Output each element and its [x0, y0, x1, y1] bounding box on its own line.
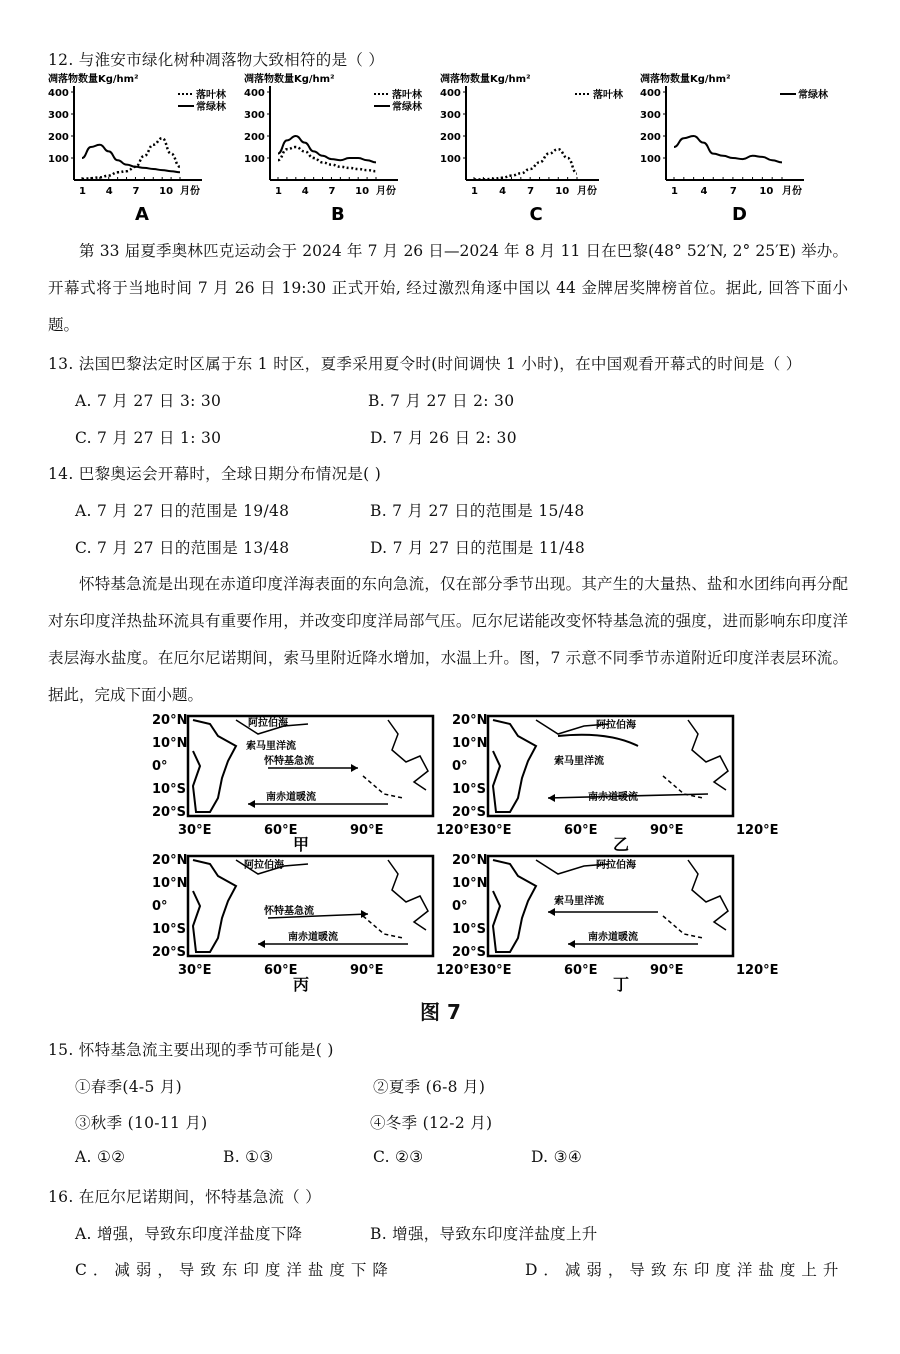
latitude-label: 10°S — [452, 922, 486, 937]
latitude-label: 0° — [452, 899, 468, 914]
q16-stem: 16. 在厄尔尼诺期间，怀特基急流（ ） — [48, 1188, 322, 1206]
legend-label: 常绿林 — [798, 90, 828, 101]
x-axis-unit: 月份 — [577, 186, 597, 197]
q15-option-c[interactable]: C. ②③ — [373, 1148, 424, 1166]
map-panel-label: 丁 — [613, 975, 630, 994]
q15-item-3: ③秋季 (10-11 月) — [75, 1114, 208, 1132]
sumatra-coastline — [663, 916, 703, 938]
africa-coastline — [193, 860, 236, 952]
southeast-asia-coastline — [688, 860, 728, 930]
series-evergreen-line — [278, 136, 376, 162]
y-tick-label: 100 — [440, 154, 461, 165]
x-tick-label: 10 — [159, 186, 174, 197]
legend-label: 落叶林 — [196, 90, 226, 101]
map-panel-label: 乙 — [613, 835, 630, 854]
longitude-label: 30°E — [478, 823, 512, 838]
longitude-label: 30°E — [178, 963, 212, 978]
somali-current-arrow-head — [548, 908, 555, 916]
map-panel — [452, 853, 779, 994]
latitude-label: 20°N — [152, 713, 188, 728]
y-axis-label: 凋落物数量Kg/hm² — [440, 74, 531, 85]
chart-panel-label: B — [331, 204, 345, 225]
y-axis-label: 凋落物数量Kg/hm² — [244, 74, 335, 85]
map-text-label: 索马里洋流 — [554, 756, 604, 767]
africa-coastline — [493, 720, 536, 812]
figure-7-maps — [150, 708, 779, 994]
longitude-label: 120°E — [436, 963, 479, 978]
y-tick-label: 200 — [640, 132, 661, 143]
longitude-label: 60°E — [564, 963, 598, 978]
legend-label: 常绿林 — [392, 102, 422, 113]
latitude-label: 10°S — [452, 782, 486, 797]
y-tick-label: 200 — [244, 132, 265, 143]
y-tick-label: 100 — [640, 154, 661, 165]
wyrtki-passage: 怀特基急流是出现在赤道印度洋海表面的东向急流，仅在部分季节出现。其产生的大量热、盐和水团纬向再分配对东印度洋热盐环流具有重要作用，并改变印度洋局部气压。厄尔尼诺能改变怀特基急流的强度，进而影响东印度洋表层海水盐度。在厄尔尼诺期间，索马里附近降水增加，水温上升。图，7 示意不同季节赤道附近印度洋表层环流。据此，完成下面小题。 — [48, 575, 848, 704]
latitude-label: 20°S — [452, 805, 486, 820]
q16-option-a[interactable]: A. 增强，导致东印度洋盐度下降 — [75, 1225, 303, 1243]
longitude-label: 120°E — [736, 963, 779, 978]
q15-option-a[interactable]: A. ①② — [75, 1148, 126, 1166]
chart-c — [438, 72, 633, 225]
y-tick-label: 200 — [440, 132, 461, 143]
map-panel-label: 甲 — [293, 835, 310, 854]
chart-svg — [638, 72, 838, 225]
legend-label: 落叶林 — [392, 90, 422, 101]
map-text-label: 南赤道暖流 — [588, 792, 638, 803]
y-tick-label: 300 — [48, 110, 69, 121]
chart-panel-label: A — [135, 204, 149, 225]
q16-option-d[interactable]: D．减弱，导致东印度洋盐度上升 — [525, 1261, 845, 1279]
y-tick-label: 400 — [640, 88, 661, 99]
x-tick-label: 10 — [555, 186, 570, 197]
south-equatorial-current-arrow-head — [258, 940, 265, 948]
q14-option-a[interactable]: A. 7 月 27 日的范围是 19/48 — [75, 502, 290, 520]
chart-d — [638, 72, 838, 225]
x-tick-label: 7 — [328, 186, 336, 197]
map-panel — [152, 853, 479, 994]
south-equatorial-current-arrow-head — [248, 800, 255, 808]
y-tick-label: 100 — [244, 154, 265, 165]
x-tick-label: 4 — [105, 186, 113, 197]
x-tick-label: 7 — [527, 186, 535, 197]
q15-option-b[interactable]: B. ①③ — [223, 1148, 274, 1166]
series-evergreen-line — [674, 136, 782, 162]
x-axis-unit: 月份 — [180, 186, 200, 197]
latitude-label: 0° — [452, 759, 468, 774]
q15-item-1: ①春季(4-5 月) — [75, 1078, 182, 1096]
q14-option-c[interactable]: C. 7 月 27 日的范围是 13/48 — [75, 539, 290, 557]
q13-stem: 13. 法国巴黎法定时区属于东 1 时区，夏季采用夏令时(时间调快 1 小时)，在中国观看开幕式的时间是（ ） — [48, 355, 802, 373]
southeast-asia-coastline — [688, 720, 728, 790]
q14-stem: 14. 巴黎奥运会开幕时，全球日期分布情况是( ) — [48, 465, 382, 483]
latitude-label: 20°S — [152, 805, 186, 820]
q14-option-d[interactable]: D. 7 月 27 日的范围是 11/48 — [370, 539, 585, 557]
map-text-label: 南赤道暖流 — [266, 792, 316, 803]
x-tick-label: 10 — [759, 186, 774, 197]
map-text-label: 怀特基急流 — [264, 906, 314, 917]
longitude-label: 60°E — [264, 963, 298, 978]
y-tick-label: 300 — [640, 110, 661, 121]
sumatra-coastline — [363, 916, 403, 938]
map-text-label: 阿拉伯海 — [596, 860, 636, 871]
map-panel-label: 丙 — [293, 975, 310, 994]
y-axis-label: 凋落物数量Kg/hm² — [48, 74, 139, 85]
q13-option-a[interactable]: A. 7 月 27 日 3: 30 — [75, 392, 222, 410]
latitude-label: 10°S — [152, 782, 186, 797]
y-tick-label: 300 — [440, 110, 461, 121]
y-tick-label: 400 — [48, 88, 69, 99]
africa-coastline — [493, 860, 536, 952]
latitude-label: 20°N — [152, 853, 188, 868]
latitude-label: 20°S — [152, 945, 186, 960]
latitude-label: 10°N — [452, 876, 488, 891]
map-text-label: 阿拉伯海 — [244, 860, 284, 871]
africa-coastline — [193, 720, 236, 812]
y-axis-label: 凋落物数量Kg/hm² — [640, 74, 731, 85]
southeast-asia-coastline — [388, 720, 428, 790]
q15-option-d[interactable]: D. ③④ — [531, 1148, 583, 1166]
x-tick-label: 1 — [471, 186, 478, 197]
latitude-label: 10°N — [152, 876, 188, 891]
q13-option-d[interactable]: D. 7 月 26 日 2: 30 — [370, 429, 517, 447]
y-tick-label: 300 — [244, 110, 265, 121]
x-axis-unit: 月份 — [782, 186, 802, 197]
longitude-label: 30°E — [478, 963, 512, 978]
map-text-label: 阿拉伯海 — [596, 720, 636, 731]
latitude-label: 20°S — [452, 945, 486, 960]
q13-option-b[interactable]: B. 7 月 27 日 2: 30 — [368, 392, 515, 410]
y-tick-label: 200 — [48, 132, 69, 143]
longitude-label: 90°E — [650, 963, 684, 978]
latitude-label: 10°N — [152, 736, 188, 751]
longitude-label: 90°E — [350, 963, 384, 978]
x-tick-label: 4 — [499, 186, 507, 197]
y-tick-label: 400 — [244, 88, 265, 99]
map-text-label: 怀特基急流 — [264, 756, 314, 767]
chart-svg — [242, 72, 432, 225]
chart-svg — [46, 72, 236, 225]
monsoon-current-arrow — [558, 735, 638, 746]
x-tick-label: 4 — [301, 186, 309, 197]
x-tick-label: 7 — [132, 186, 140, 197]
sumatra-coastline — [363, 776, 403, 798]
chart-panel-label: D — [732, 204, 747, 225]
latitude-label: 0° — [152, 899, 168, 914]
x-tick-label: 7 — [729, 186, 737, 197]
x-tick-label: 1 — [275, 186, 282, 197]
q15-stem: 15. 怀特基急流主要出现的季节可能是( ) — [48, 1041, 334, 1059]
x-axis-unit: 月份 — [376, 186, 396, 197]
figure-7-caption: 图 7 — [420, 1000, 461, 1024]
wyrtki-jet-arrow-head — [351, 764, 358, 772]
map-text-label: 索马里洋流 — [246, 741, 296, 752]
x-tick-label: 10 — [355, 186, 370, 197]
longitude-label: 90°E — [350, 823, 384, 838]
x-tick-label: 1 — [79, 186, 86, 197]
q15-item-4: ④冬季 (12-2 月) — [370, 1114, 493, 1132]
chart-a — [46, 72, 236, 225]
southeast-asia-coastline — [388, 860, 428, 930]
q16-option-c[interactable]: C．减弱，导致东印度洋盐度下降 — [75, 1261, 394, 1279]
q14-option-b[interactable]: B. 7 月 27 日的范围是 15/48 — [370, 502, 585, 520]
y-tick-label: 400 — [440, 88, 461, 99]
map-text-label: 南赤道暖流 — [588, 932, 638, 943]
y-tick-label: 100 — [48, 154, 69, 165]
map-panel — [452, 713, 779, 854]
south-equatorial-current-arrow-head — [548, 794, 555, 802]
series-deciduous-line — [474, 149, 577, 179]
q13-option-c[interactable]: C. 7 月 27 日 1: 30 — [75, 429, 222, 447]
longitude-label: 120°E — [436, 823, 479, 838]
q15-item-2: ②夏季 (6-8 月) — [373, 1078, 486, 1096]
south-equatorial-current-arrow-head — [568, 940, 575, 948]
map-panel — [152, 713, 479, 854]
longitude-label: 60°E — [264, 823, 298, 838]
chart-b — [242, 72, 432, 225]
latitude-label: 20°N — [452, 713, 488, 728]
longitude-label: 90°E — [650, 823, 684, 838]
longitude-label: 120°E — [736, 823, 779, 838]
latitude-label: 20°N — [452, 853, 488, 868]
map-text-label: 阿拉伯海 — [248, 718, 288, 729]
latitude-label: 0° — [152, 759, 168, 774]
legend-label: 落叶林 — [593, 90, 623, 101]
map-text-label: 南赤道暖流 — [288, 932, 338, 943]
map-text-label: 索马里洋流 — [554, 896, 604, 907]
latitude-label: 10°N — [452, 736, 488, 751]
q12-stem: 12. 与淮安市绿化树种凋落物大致相符的是（ ） — [48, 51, 385, 69]
q16-option-b[interactable]: B. 增强，导致东印度洋盐度上升 — [370, 1225, 598, 1243]
longitude-label: 60°E — [564, 823, 598, 838]
olympics-passage: 第 33 届夏季奥林匹克运动会于 2024 年 7 月 26 日—2024 年 8 月 11 日在巴黎(48° 52′N, 2° 25′E) 举办。开幕式将于当地时间 7 月 26 日 19:30 正式开始, 经过激烈角逐中国以 44 金牌居奖牌榜首位。据此, 回答下面小题。 — [48, 242, 848, 334]
chart-svg — [438, 72, 633, 225]
latitude-label: 10°S — [152, 922, 186, 937]
longitude-label: 30°E — [178, 823, 212, 838]
x-tick-label: 4 — [700, 186, 708, 197]
x-tick-label: 1 — [671, 186, 678, 197]
legend-label: 常绿林 — [196, 102, 226, 113]
chart-panel-label: C — [529, 204, 543, 225]
